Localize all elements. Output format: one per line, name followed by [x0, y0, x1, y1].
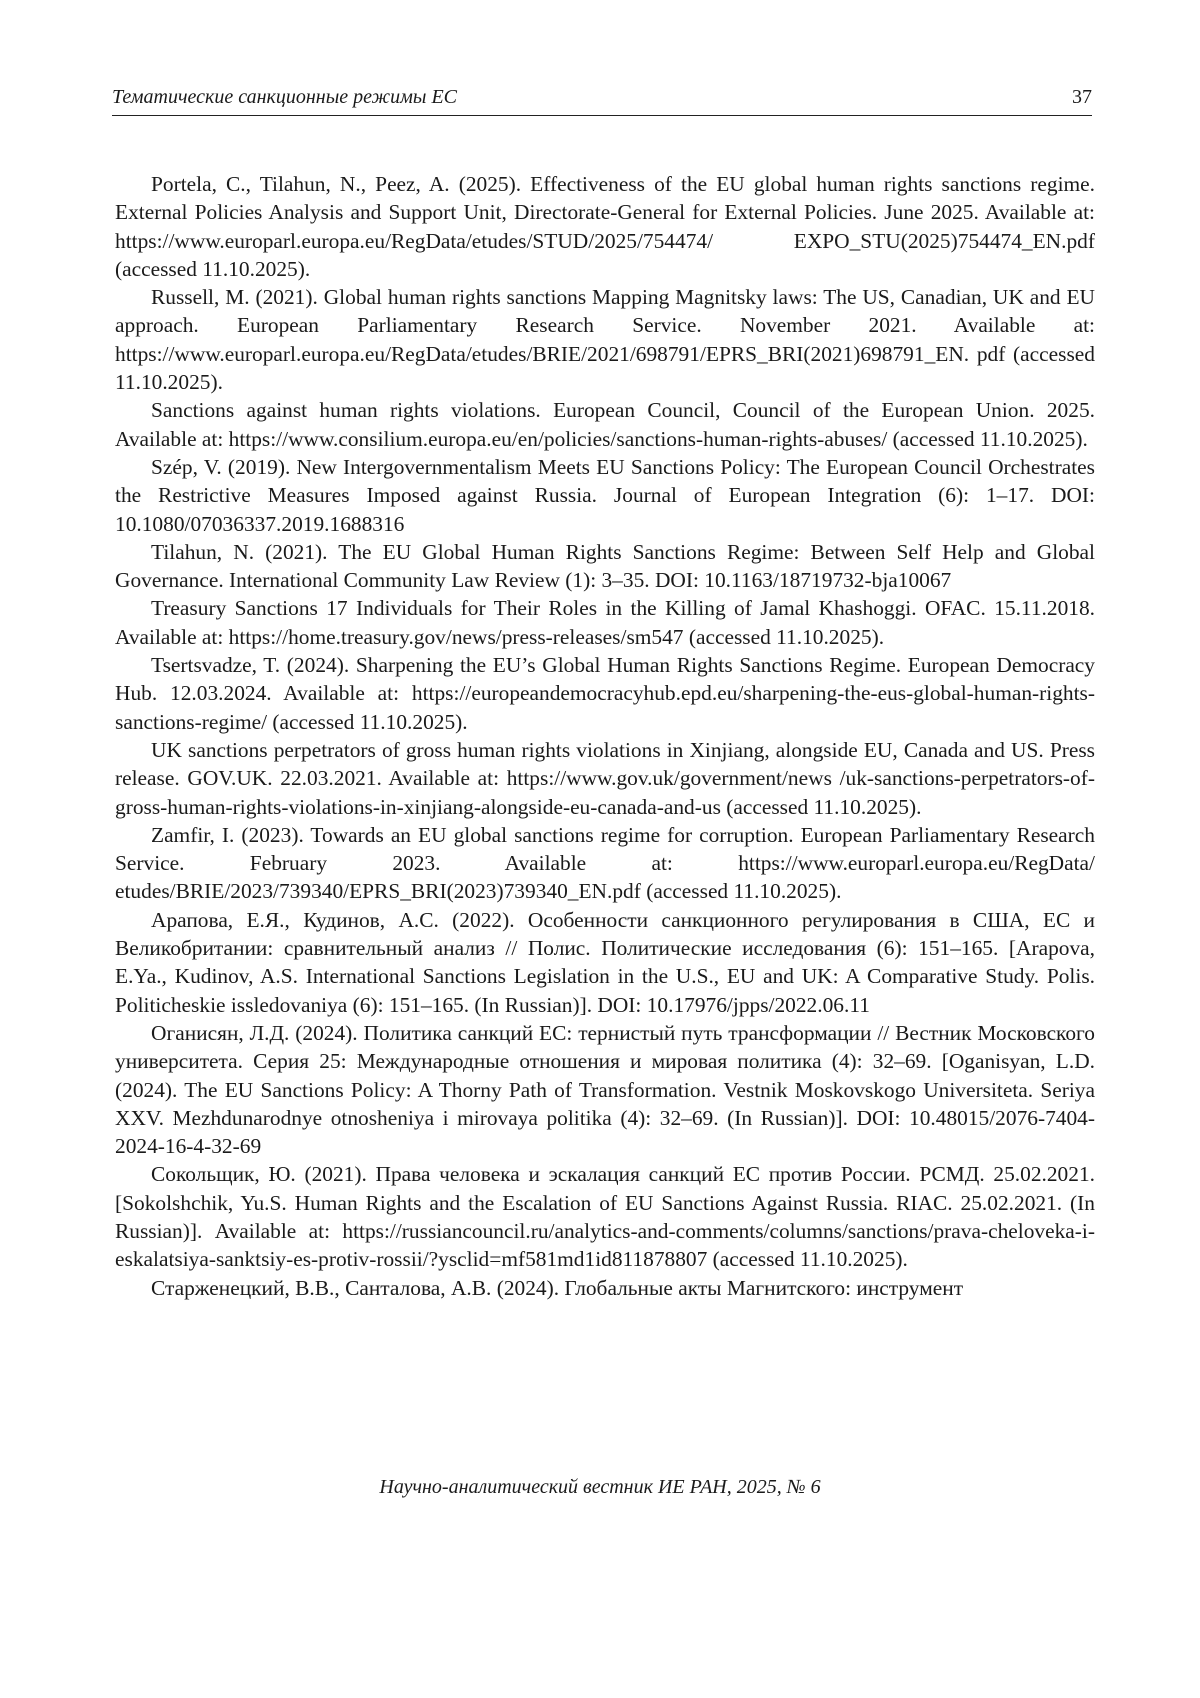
reference-entry: Portela, C., Tilahun, N., Peez, A. (2025). Effectiveness of the EU global human rights sanctions regime. External Policies Analysis and Support Unit, Directorate-General for External Policies. June 2025. Available at: https://www.europarl.europa.eu/RegData/etudes/STUD/2025/754474/ EXPO_STU(2025)754474_EN.pdf (accessed 11.10.2025). [115, 172, 1095, 281]
reference-entry: Treasury Sanctions 17 Individuals for Their Roles in the Killing of Jamal Khashoggi. OFAC. 15.11.2018. Available at: https://home.treasury.gov/news/press-releases/sm547 (accessed 11.10.2025). [115, 596, 1095, 649]
reference-entry: Старженецкий, В.В., Санталова, А.В. (2024). Глобальные акты Магнитского: инструмент [151, 1275, 964, 1300]
reference-entry: Tsertsvadze, T. (2024). Sharpening the EU’s Global Human Rights Sanctions Regime. European Democracy Hub. 12.03.2024. Available at: https://europeandemocracyhub.epd.eu/sharpening-the-eus-global-human-rights-sanctions-regime/ (accessed 11.10.2025). [115, 653, 1095, 734]
running-header [112, 86, 1092, 116]
reference-entry: Арапова, Е.Я., Кудинов, А.С. (2022). Особенности санкционного регулирования в США, ЕС и Великобритании: сравнительный анализ // Полис. Политические исследования (6): 151–165. [Arapova, E.Ya., Kudinov, A.S. International Sanctions Legislation in the U.S., EU and UK: A Comparative Study. Polis. Politicheskie issledovaniya (6): 151–165. (In Russian)]. DOI: 10.17976/jpps/2022.06.11 [115, 907, 1095, 1017]
reference-entry: Sanctions against human rights violations. European Council, Council of the European Union. 2025. Available at: https://www.consilium.europa.eu/en/policies/sanctions-human-rights-abuses/ (accessed 11.10.2025). [115, 398, 1095, 451]
reference-entry: Tilahun, N. (2021). The EU Global Human Rights Sanctions Regime: Between Self Help and Global Governance. International Community Law Review (1): 3–35. DOI: 10.1163/18719732-bja10067 [115, 539, 1095, 593]
page-number: 37 [1072, 86, 1092, 108]
reference-entry: Szép, V. (2019). New Intergovernmentalism Meets EU Sanctions Policy: The European Council Orchestrates the Restrictive Measures Imposed against Russia. Journal of European Integration (6): 1–17. DOI: 10.1080/07036337.2019.1688316 [115, 454, 1095, 536]
reference-entry: Сокольщик, Ю. (2021). Права человека и эскалация санкций ЕС против России. РСМД. 25.02.2021. [Sokolshchik, Yu.S. Human Rights and the Escalation of EU Sanctions Against Russia. RIAC. 25.02.2021. (In Russian)]. Available at: https://russiancouncil.ru/analytics-and-comments/columns/sanctions/prava-cheloveka-i-eskalatsiya-sanktsiy-es-protiv-rossii/?ysclid=mf581md1id811878807 (accessed 11.10.2025). [115, 1162, 1095, 1272]
reference-entry: Zamfir, I. (2023). Towards an EU global sanctions regime for corruption. European Parliamentary Research Service. February 2023. Available at: https://www.europarl.europa.eu/RegData/ etudes/BRIE/2023/739340/EPRS_BRI(2023)739340_EN.pdf (accessed 11.10.2025). [115, 822, 1095, 904]
running-header-title: Тематические санкционные режимы ЕС [112, 86, 457, 108]
running-footer: Научно-аналитический вестник ИЕ РАН, 2025, № 6 [379, 1476, 821, 1498]
reference-entry: UK sanctions perpetrators of gross human rights violations in Xinjiang, alongside EU, Canada and US. Press release. GOV.UK. 22.03.2021. Available at: https://www.gov.uk/government/news /uk-sanctions-perpetrators-of-gross-human-rights-violations-in-xinjiang-alongside-eu-canada-and-us (accessed 11.10.2025). [115, 737, 1095, 819]
reference-list [115, 170, 1095, 1302]
reference-entry: Оганисян, Л.Д. (2024). Политика санкций ЕС: тернистый путь трансформации // Вестник Московского университета. Серия 25: Международные отношения и мировая политика (4): 32–69. [Oganisyan, L.D. (2024). The EU Sanctions Policy: A Thorny Path of Transformation. Vestnik Moskovskogo Universiteta. Seriya XXV. Mezhdunarodnye otnosheniya i mirovaya politika (4): 32–69. (In Russian)]. DOI: 10.48015/2076-7404-2024-16-4-32-69 [115, 1020, 1095, 1159]
reference-entry: Russell, M. (2021). Global human rights sanctions Mapping Magnitsky laws: The US, Canadian, UK and EU approach. European Parliamentary Research Service. November 2021. Available at: https://www.europarl.europa.eu/RegData/etudes/BRIE/2021/698791/EPRS_BRI(2021)698791_EN. pdf (accessed 11.10.2025). [115, 285, 1095, 395]
